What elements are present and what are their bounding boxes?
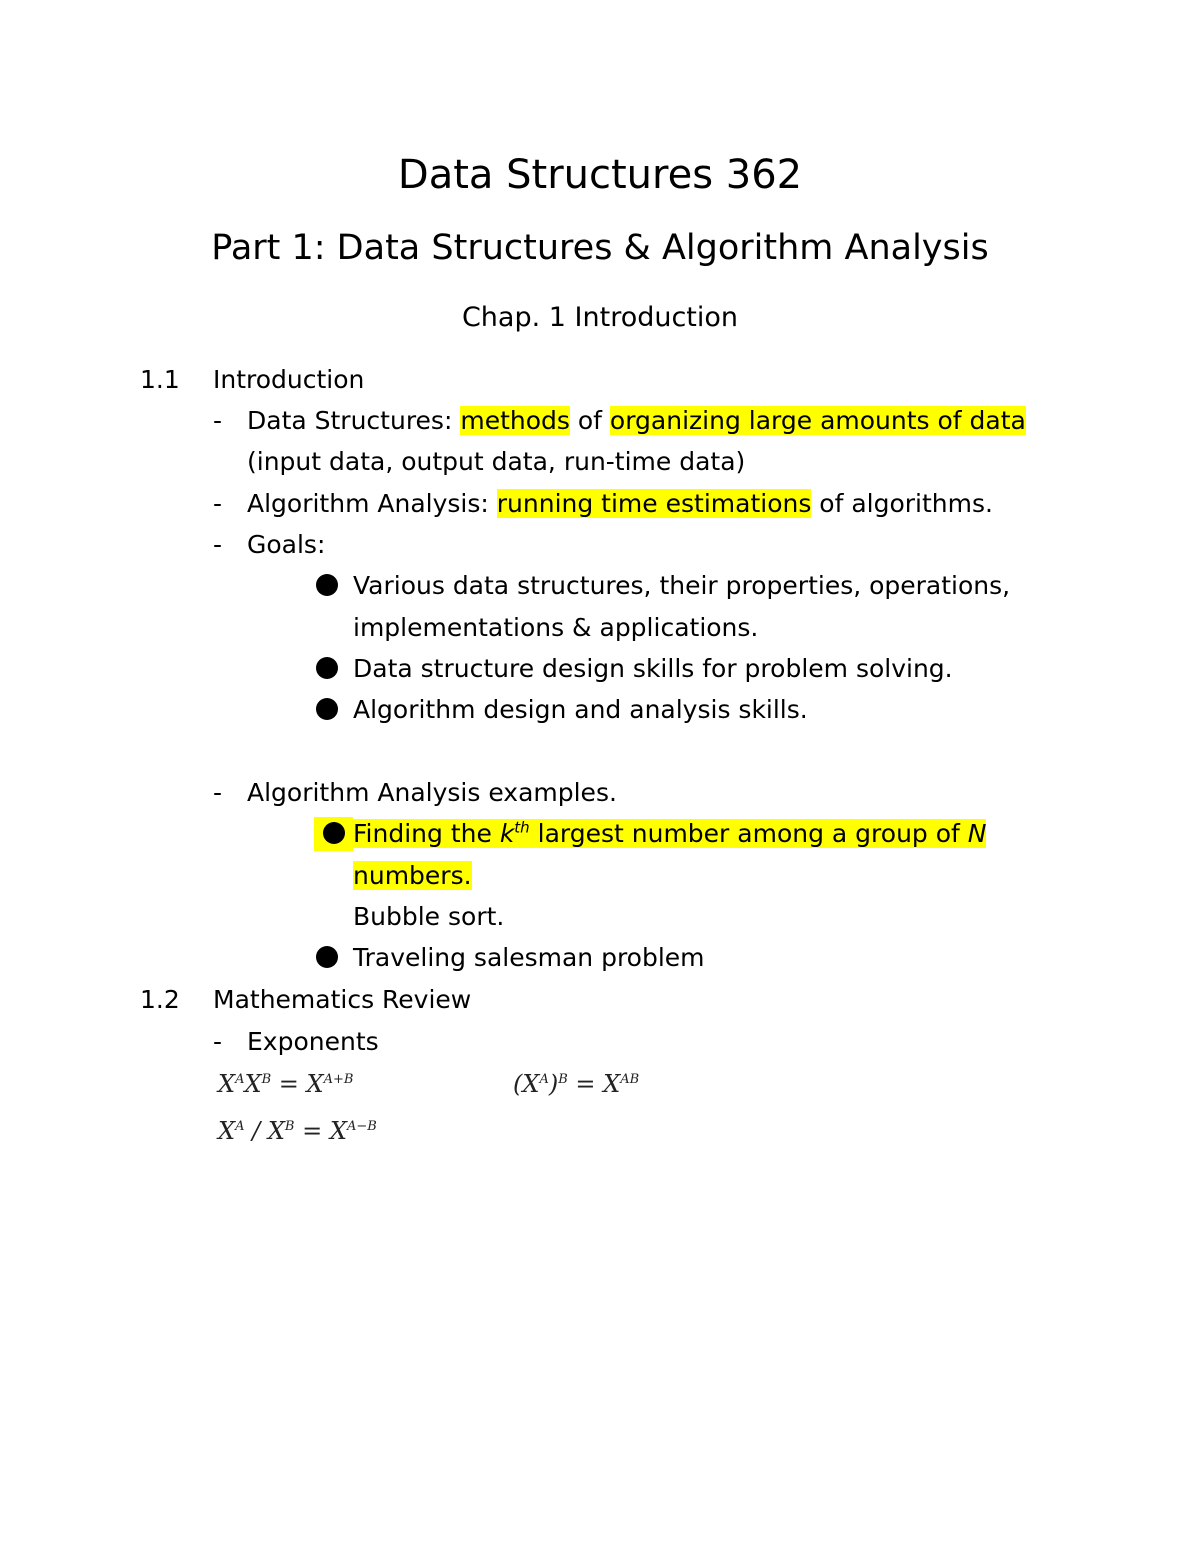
section-number-1-2: 1.2 (140, 985, 180, 1014)
eq3-eq: = X (294, 1117, 347, 1145)
eq2-eq: = X (567, 1070, 621, 1098)
equation-product-rule (218, 1070, 353, 1098)
ds-mid: of (569, 406, 610, 435)
bullet-dot-icon (316, 941, 338, 975)
section-title-introduction: Introduction (213, 365, 365, 394)
bullet-dot-icon (314, 817, 353, 851)
eq2-s1: A (539, 1072, 549, 1087)
dash-marker: - (213, 1027, 223, 1056)
example-1-line-2 (353, 859, 472, 893)
eq3-s1: A (235, 1119, 245, 1134)
bullet-dot-icon (316, 693, 338, 727)
eq2-s2: B (558, 1072, 568, 1087)
goals-label: Goals: (247, 530, 326, 559)
aa-rest: of algorithms. (811, 489, 993, 518)
eq2-r: ) (548, 1070, 559, 1098)
highlight-organizing: organizing large amounts of data (609, 406, 1026, 435)
goal-3: Algorithm design and analysis skills. (353, 695, 808, 724)
example-1-line-1 (353, 817, 986, 851)
goal-2: Data structure design skills for problem solving. (353, 654, 953, 683)
exponents-label: Exponents (247, 1027, 379, 1056)
aa-label: Algorithm Analysis: (247, 489, 497, 518)
equation-quotient-rule (218, 1117, 377, 1145)
chapter-heading: Chap. 1 Introduction (461, 302, 739, 333)
ex1-text-b: largest number among a group of (529, 819, 968, 848)
highlight-running-time: running time estimations (496, 489, 812, 518)
section-number-1-1: 1.1 (140, 365, 180, 394)
eq1-x2: X (244, 1070, 262, 1098)
eq2-l: (X (513, 1070, 540, 1098)
eq1-eq: = X (271, 1070, 324, 1098)
eq3-s3: A−B (346, 1119, 377, 1134)
section-title-math-review: Mathematics Review (213, 985, 472, 1014)
example-2: Traveling salesman problem (353, 943, 705, 972)
document-title: Data Structures 362 (397, 152, 803, 198)
eq3-s2: B (284, 1119, 295, 1134)
algorithm-analysis-line (247, 487, 993, 521)
ds-label: Data Structures: (247, 406, 461, 435)
goal-1-line-2: implementations & applications. (353, 613, 759, 642)
dash-marker: - (213, 406, 223, 435)
ex1-text-a: Finding the (353, 819, 500, 848)
dash-marker: - (213, 489, 223, 518)
data-structures-continuation: (input data, output data, run-time data) (247, 447, 746, 476)
bullet-dot-icon (316, 652, 338, 686)
ex1-k: k (499, 819, 515, 848)
eq1-s3: A+B (323, 1072, 354, 1087)
document-subtitle: Part 1: Data Structures & Algorithm Analysis (211, 228, 989, 268)
goal-1-line-1: Various data structures, their properties, operations, (353, 571, 1011, 600)
eq3-x1: X (218, 1117, 236, 1145)
example-1-note: Bubble sort. (353, 902, 505, 931)
eq3-div: / X (244, 1117, 285, 1145)
ex1-n: N (967, 819, 987, 848)
eq2-s3: AB (620, 1072, 640, 1087)
highlight-methods: methods (460, 406, 570, 435)
bullet-dot-icon (316, 569, 338, 603)
dash-marker: - (213, 778, 223, 807)
ex1-th: th (514, 818, 530, 837)
ex1-highlight (353, 819, 986, 848)
eq1-s1: A (235, 1072, 245, 1087)
eq1-s2: B (261, 1072, 272, 1087)
eq1-x1: X (218, 1070, 236, 1098)
equation-power-rule (513, 1070, 639, 1098)
ex1-line2-highlight: numbers. (353, 861, 472, 890)
dash-marker: - (213, 530, 223, 559)
data-structures-line (247, 404, 1026, 438)
examples-label: Algorithm Analysis examples. (247, 778, 617, 807)
